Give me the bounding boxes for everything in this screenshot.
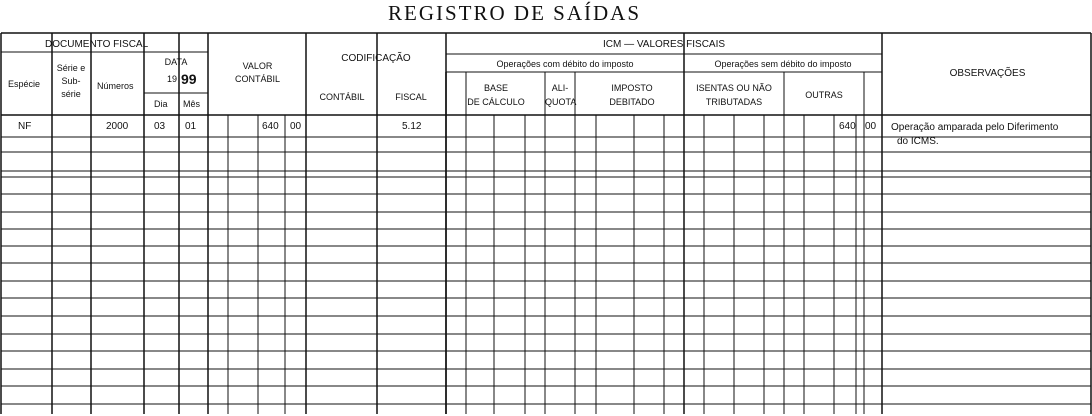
serie-heading-line3: série — [61, 89, 81, 99]
entry-numero: 2000 — [106, 121, 129, 132]
serie-heading-line1: Série e — [56, 63, 86, 73]
op-com-debito-heading: Operações com débito do imposto — [496, 59, 634, 69]
entry-observacao-line2: do ICMS. — [897, 136, 939, 147]
mes-heading: Mês — [183, 99, 201, 109]
codificacao-heading: CODIFICAÇÃO — [341, 53, 411, 64]
fiscal-heading: FISCAL — [395, 92, 427, 102]
observacoes-heading: OBSERVAÇÕES — [949, 68, 1026, 79]
aliquota-heading-line1: ALI- — [551, 83, 569, 93]
numeros-heading: Números — [97, 81, 134, 91]
contabil-heading: CONTÁBIL — [319, 92, 365, 102]
entry-outras-centavos: 00 — [865, 121, 877, 132]
entry-dia: 03 — [154, 121, 166, 132]
entry-especie: NF — [18, 121, 32, 132]
data-heading: DATA — [164, 57, 188, 67]
entry-fiscal: 5.12 — [402, 121, 422, 132]
isentas-heading-line1: ISENTAS OU NÃO — [696, 83, 772, 93]
valor-heading-line1: VALOR — [242, 61, 273, 71]
imposto-heading-line1: IMPOSTO — [611, 83, 653, 93]
page-title: REGISTRO DE SAÍDAS — [388, 1, 642, 25]
entry-mes: 01 — [185, 121, 197, 132]
base-heading-line2: DE CÁLCULO — [467, 97, 525, 107]
base-heading-line1: BASE — [483, 83, 508, 93]
year-suffix: 99 — [181, 71, 197, 87]
imposto-heading-line2: DEBITADO — [609, 97, 655, 107]
isentas-heading-line2: TRIBUTADAS — [705, 97, 763, 107]
entry-observacao-line1: Operação amparada pelo Diferimento — [891, 122, 1059, 133]
dia-heading: Dia — [154, 99, 168, 109]
aliquota-heading-line2: QUOTA — [545, 97, 577, 107]
especie-heading: Espécie — [8, 79, 41, 89]
entry-outras-inteiro: 640 — [839, 121, 856, 132]
entry-valor-inteiro: 640 — [262, 121, 279, 132]
serie-heading-line2: Sub- — [61, 76, 81, 86]
icm-heading: ICM — VALORES FISCAIS — [602, 39, 726, 50]
outras-heading: OUTRAS — [805, 90, 843, 100]
year-prefix: 19 — [167, 74, 178, 84]
valor-heading-line2: CONTÁBIL — [234, 74, 280, 84]
entry-valor-centavos: 00 — [290, 121, 302, 132]
op-sem-debito-heading: Operações sem débito do imposto — [714, 59, 852, 69]
documento-fiscal-heading: DOCUMENTO FISCAL — [45, 39, 149, 50]
